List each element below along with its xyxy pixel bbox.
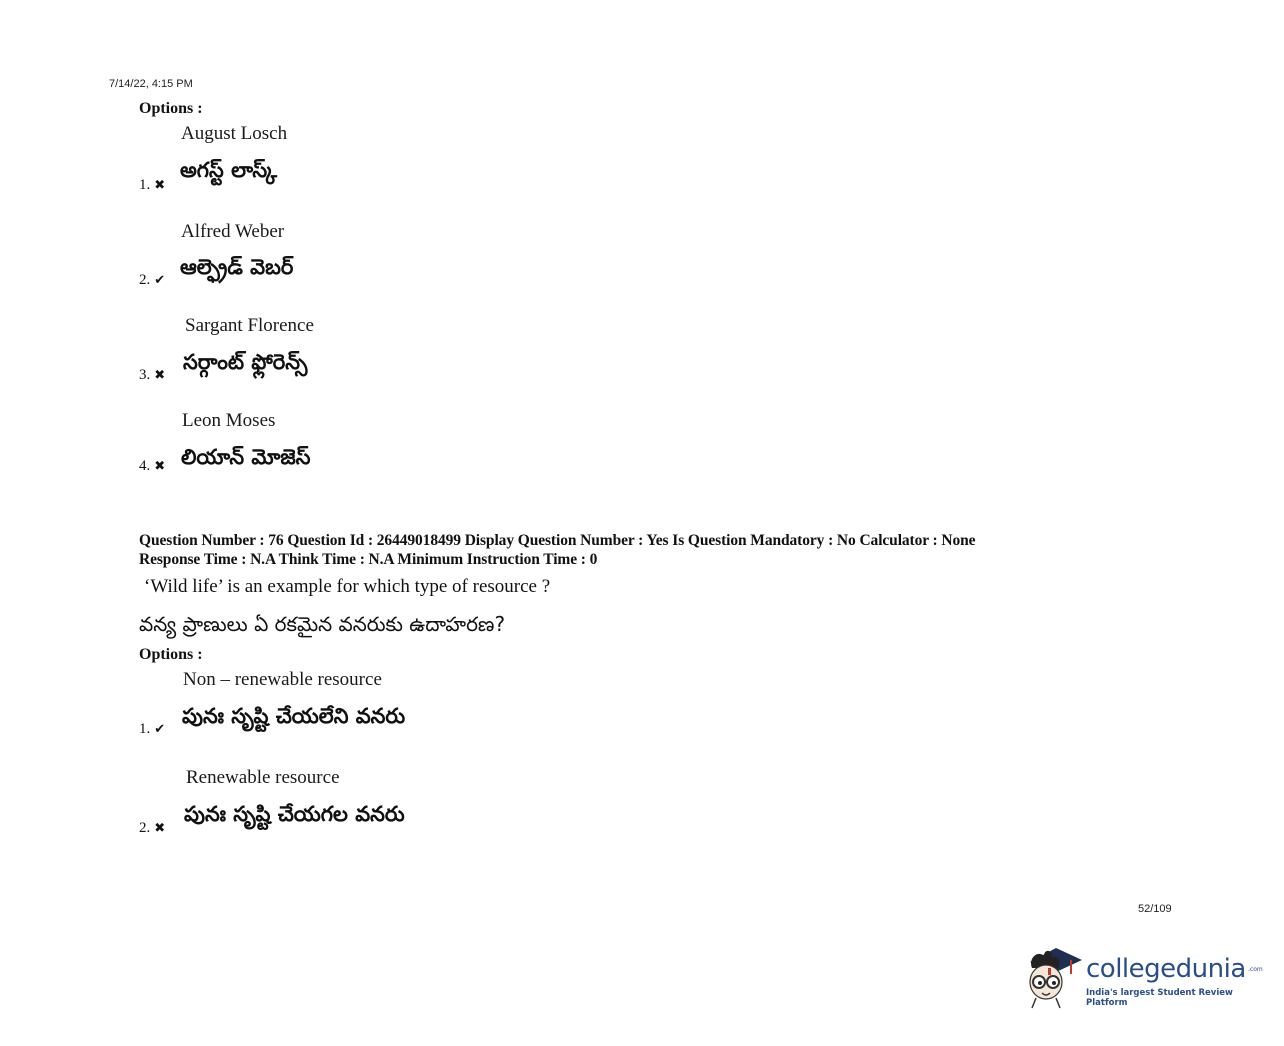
cross-icon: ✖	[154, 459, 166, 474]
collegedunia-logo	[1022, 940, 1262, 1010]
option-number: 2. ✔	[139, 272, 166, 288]
cross-icon: ✖	[154, 178, 166, 193]
question-timing-meta: Response Time : N.A Think Time : N.A Minimum Instruction Time : 0	[139, 551, 598, 568]
option-number: 1. ✖	[139, 177, 166, 193]
option-telugu: లియాన్ మోజెస్	[181, 445, 311, 469]
option-telugu: పునః సృష్టి చేయలేని వనరు	[182, 704, 406, 728]
mascot-icon	[1022, 940, 1084, 1010]
option-telugu: ఆల్ఫ్రెడ్ వెబర్	[180, 255, 294, 279]
option-telugu: అగస్ట్ లాస్క్	[180, 158, 278, 182]
option-telugu: పునః సృష్టి చేయగల వనరు	[184, 802, 405, 826]
print-timestamp: 7/14/22, 4:15 PM	[109, 78, 193, 90]
logo-suffix: .com	[1248, 966, 1263, 973]
question-text-telugu: వన్య ప్రాణులు ఏ రకమైన వనరుకు ఉదాహరణ?	[139, 612, 506, 636]
option-english: Non – renewable resource	[183, 669, 382, 690]
logo-wordmark: collegedunia	[1086, 954, 1246, 984]
option-english: Alfred Weber	[181, 221, 285, 242]
option-english: Renewable resource	[186, 767, 340, 788]
page-number: 52/109	[1138, 903, 1172, 915]
option-telugu: సర్గాంట్ ఫ్లోరెన్స్	[183, 350, 308, 374]
option-english: Leon Moses	[182, 410, 276, 431]
cross-icon: ✖	[154, 368, 166, 383]
option-english: August Losch	[181, 123, 288, 144]
options-label: Options :	[139, 100, 203, 117]
logo-tagline: India's largest Student Review Platform	[1086, 988, 1233, 1008]
options-label: Options :	[139, 646, 203, 663]
option-english: Sargant Florence	[185, 315, 314, 336]
option-number: 1. ✔	[139, 721, 166, 737]
question-text-english: ‘Wild life’ is an example for which type of resource ?	[144, 576, 551, 597]
question-meta: Question Number : 76 Question Id : 26449018499 Display Question Number : Yes Is Question Mandatory : No Calculator : None	[139, 532, 976, 549]
cross-icon: ✖	[154, 821, 166, 836]
check-icon: ✔	[154, 273, 166, 288]
option-number: 3. ✖	[139, 367, 166, 383]
option-number: 2. ✖	[139, 820, 166, 836]
check-icon: ✔	[154, 722, 166, 737]
option-number: 4. ✖	[139, 458, 166, 474]
